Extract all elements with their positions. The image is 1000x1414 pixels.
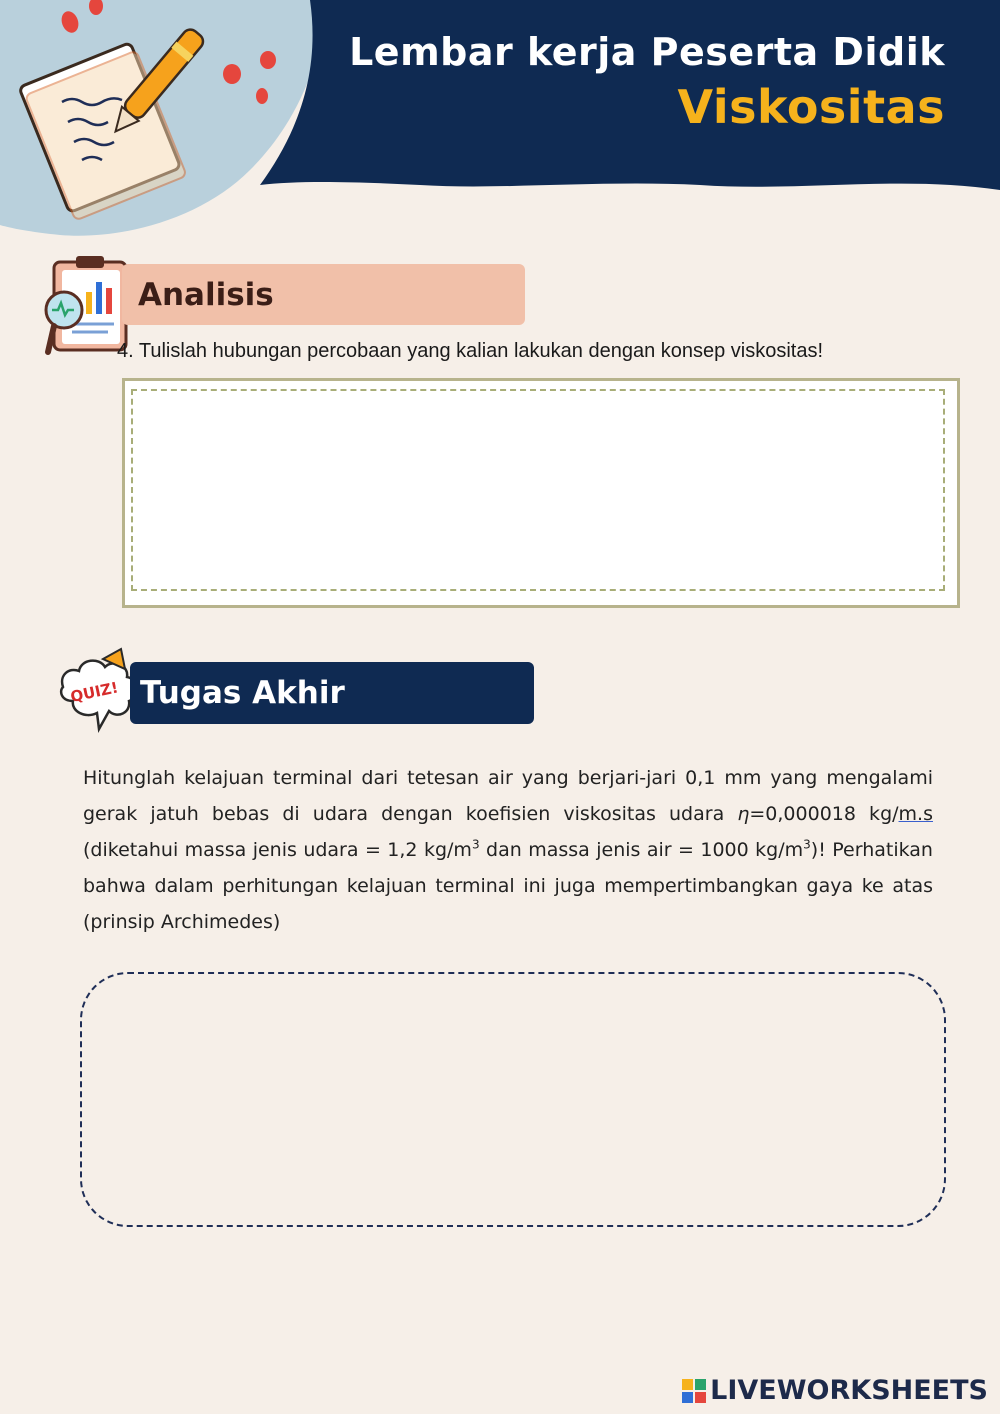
exponent: 3 xyxy=(471,837,480,852)
liveworksheets-grid-icon xyxy=(682,1379,706,1403)
worksheet-title: Lembar kerja Peserta Didik xyxy=(349,30,945,74)
worksheet-subtitle: Viskositas xyxy=(677,80,945,134)
final-task-heading: Tugas Akhir xyxy=(130,662,534,724)
exponent: 3 xyxy=(803,837,811,852)
unit-ms: m.s xyxy=(898,803,933,825)
liveworksheets-brand: LIVEWORKSHEETS xyxy=(710,1375,988,1406)
task-text-part: (diketahui massa jenis udara = 1,2 kg/m xyxy=(83,839,472,861)
analysis-heading: Analisis xyxy=(122,264,525,325)
task-text-part: dan massa jenis air = 1000 kg/m xyxy=(479,839,804,861)
eta-symbol: η xyxy=(737,803,750,825)
task-text-part: Hitunglah kelajuan terminal dari tetesan air yang berjari-jari 0,1 mm yang mengalami gerak jatuh bebas di udara dengan koefisien viskositas udara xyxy=(83,767,933,825)
task-text-part: )! Perhatikan bahwa dalam perhitungan kelajuan terminal ini juga mempertimbangkan gaya ke atas (prinsip Archimedes) xyxy=(83,839,933,933)
liveworksheets-logo xyxy=(682,1375,988,1406)
task-text-part: =0,000018 kg/ xyxy=(749,803,899,825)
final-task-answer-box[interactable] xyxy=(80,972,946,1227)
analysis-answer-box[interactable] xyxy=(122,378,960,608)
analysis-question: 4. Tulislah hubungan percobaan yang kalian lakukan dengan konsep viskositas! xyxy=(117,340,824,362)
quiz-badge-text: QUIZ! xyxy=(68,678,120,706)
final-task-question xyxy=(83,760,933,940)
answer-box-dashed-border xyxy=(131,389,945,591)
